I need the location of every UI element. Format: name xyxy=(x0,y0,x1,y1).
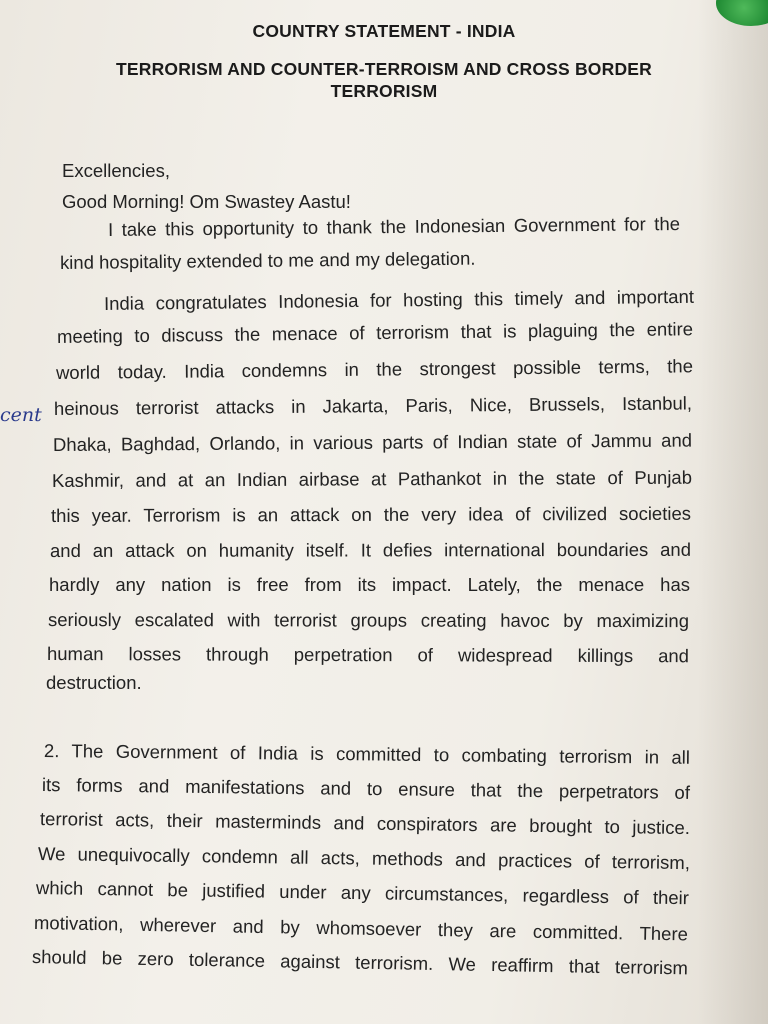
text-line-4: kind hospitality extended to me and my delegation. xyxy=(59,247,476,273)
text-line-14: seriously escalated with terrorist groups creating havoc by maximizing xyxy=(47,609,690,632)
text-line-13: hardly any nation is free from its impact. Lately, the menace has xyxy=(49,574,690,595)
text-line-9: Dhaka, Baghdad, Orlando, in various parts of Indian state of Jammu and xyxy=(52,429,693,455)
document-subtitle-line2: TERRORISM xyxy=(330,81,438,101)
text-line-6: meeting to discuss the menace of terrorism that is plaguing the entire xyxy=(56,318,694,347)
text-line-23: should be zero tolerance against terrorism. We reaffirm that terrorism xyxy=(31,946,689,979)
text-line-19: terrorist acts, their masterminds and conspirators are brought to justice. xyxy=(39,808,691,839)
text-line-16: destruction. xyxy=(46,672,142,693)
text-line-1: Excellencies, xyxy=(62,160,170,181)
text-line-18: its forms and manifestations and to ensure that the perpetrators of xyxy=(41,774,691,803)
text-line-5: India congratulates Indonesia for hosting this timely and important xyxy=(103,285,695,314)
text-line-22: motivation, wherever and by whomsoever they are committed. There xyxy=(33,912,689,945)
text-line-3: I take this opportunity to thank the Indonesian Government for the xyxy=(107,213,681,240)
document-title: COUNTRY STATEMENT - INDIA xyxy=(252,21,516,41)
handwritten-margin-note: cent xyxy=(0,404,42,426)
text-line-11: this year. Terrorism is an attack on the very idea of civilized societies xyxy=(50,502,692,526)
text-line-2: Good Morning! Om Swastey Aastu! xyxy=(62,191,351,212)
text-line-20: We unequivocally condemn all acts, methods and practices of terrorism, xyxy=(37,843,691,874)
text-line-21: which cannot be justified under any circumstances, regardless of their xyxy=(35,877,690,909)
text-line-15: human losses through perpetration of widespread killings and xyxy=(46,643,690,667)
document-subtitle-line1: TERRORISM AND COUNTER-TERROISM AND CROSS BORDER xyxy=(115,59,653,79)
text-line-12: and an attack on humanity itself. It defies international boundaries and xyxy=(49,538,692,561)
text-line-8: heinous terrorist attacks in Jakarta, Paris, Nice, Brussels, Istanbul, xyxy=(53,392,693,419)
page-shadow xyxy=(698,0,768,1024)
text-line-17: 2. The Government of India is committed to combating terrorism in all xyxy=(43,740,691,768)
text-line-10: Kashmir, and at an Indian airbase at Pathankot in the state of Punjab xyxy=(51,466,693,491)
text-line-7: world today. India condemns in the strongest possible terms, the xyxy=(55,355,694,383)
